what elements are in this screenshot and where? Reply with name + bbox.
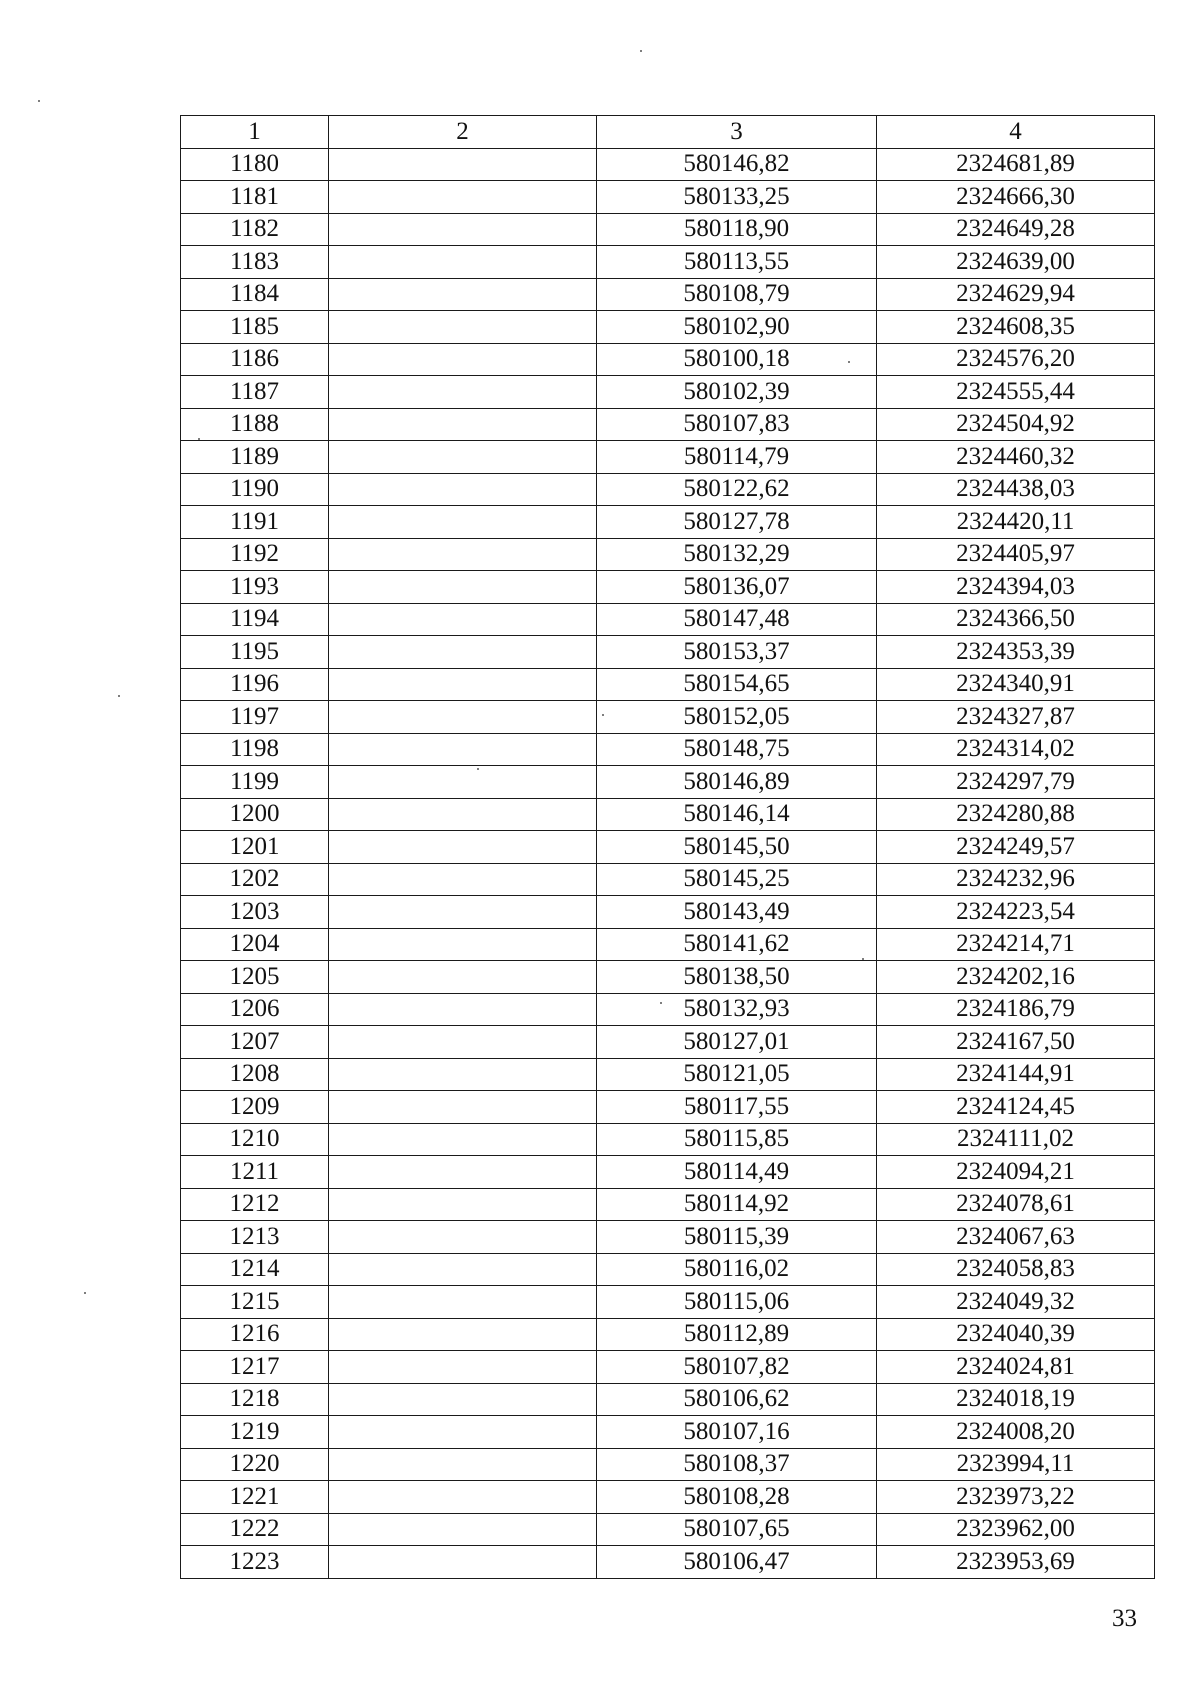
table-row <box>181 1383 1155 1416</box>
table-row <box>181 311 1155 344</box>
y-coordinate-cell: 2324214,71 <box>877 928 1155 961</box>
y-coordinate-cell: 2324018,19 <box>877 1383 1155 1416</box>
description-cell <box>329 1286 597 1319</box>
table-body <box>181 148 1155 1578</box>
y-coordinate-cell: 2324040,39 <box>877 1318 1155 1351</box>
table-row <box>181 668 1155 701</box>
point-number-cell: 1216 <box>181 1318 329 1351</box>
point-number-cell: 1191 <box>181 506 329 539</box>
table-row <box>181 1091 1155 1124</box>
y-coordinate-cell: 2324420,11 <box>877 506 1155 539</box>
point-number-cell: 1215 <box>181 1286 329 1319</box>
x-coordinate-cell: 580133,25 <box>597 181 877 214</box>
description-cell <box>329 1253 597 1286</box>
table-row <box>181 213 1155 246</box>
x-coordinate-cell: 580154,65 <box>597 668 877 701</box>
table-row <box>181 1221 1155 1254</box>
point-number-cell: 1223 <box>181 1546 329 1579</box>
table-row <box>181 181 1155 214</box>
x-coordinate-cell: 580146,82 <box>597 148 877 181</box>
x-coordinate-cell: 580108,28 <box>597 1481 877 1514</box>
y-coordinate-cell: 2324504,92 <box>877 408 1155 441</box>
y-coordinate-cell: 2324460,32 <box>877 441 1155 474</box>
table-row <box>181 343 1155 376</box>
point-number-cell: 1201 <box>181 831 329 864</box>
table-header-row <box>181 116 1155 149</box>
point-number-cell: 1195 <box>181 636 329 669</box>
y-coordinate-cell: 2324067,63 <box>877 1221 1155 1254</box>
column-header-3: 3 <box>597 116 877 149</box>
description-cell <box>329 603 597 636</box>
point-number-cell: 1198 <box>181 733 329 766</box>
point-number-cell: 1180 <box>181 148 329 181</box>
table-row <box>181 863 1155 896</box>
y-coordinate-cell: 2324405,97 <box>877 538 1155 571</box>
description-cell <box>329 1058 597 1091</box>
description-cell <box>329 928 597 961</box>
x-coordinate-cell: 580132,93 <box>597 993 877 1026</box>
y-coordinate-cell: 2324202,16 <box>877 961 1155 994</box>
x-coordinate-cell: 580115,85 <box>597 1123 877 1156</box>
x-coordinate-cell: 580102,39 <box>597 376 877 409</box>
table-row <box>181 603 1155 636</box>
x-coordinate-cell: 580116,02 <box>597 1253 877 1286</box>
y-coordinate-cell: 2324314,02 <box>877 733 1155 766</box>
table-row <box>181 1286 1155 1319</box>
scan-speck <box>38 100 40 102</box>
point-number-cell: 1181 <box>181 181 329 214</box>
description-cell <box>329 1156 597 1189</box>
point-number-cell: 1184 <box>181 278 329 311</box>
table-row <box>181 1253 1155 1286</box>
x-coordinate-cell: 580102,90 <box>597 311 877 344</box>
column-header-1: 1 <box>181 116 329 149</box>
point-number-cell: 1183 <box>181 246 329 279</box>
y-coordinate-cell: 2324608,35 <box>877 311 1155 344</box>
point-number-cell: 1213 <box>181 1221 329 1254</box>
y-coordinate-cell: 2324649,28 <box>877 213 1155 246</box>
description-cell <box>329 1318 597 1351</box>
description-cell <box>329 733 597 766</box>
description-cell <box>329 1416 597 1449</box>
table-row <box>181 766 1155 799</box>
description-cell <box>329 1481 597 1514</box>
x-coordinate-cell: 580146,89 <box>597 766 877 799</box>
point-number-cell: 1182 <box>181 213 329 246</box>
point-number-cell: 1200 <box>181 798 329 831</box>
x-coordinate-cell: 580115,06 <box>597 1286 877 1319</box>
x-coordinate-cell: 580118,90 <box>597 213 877 246</box>
description-cell <box>329 1123 597 1156</box>
table-row <box>181 831 1155 864</box>
point-number-cell: 1220 <box>181 1448 329 1481</box>
point-number-cell: 1199 <box>181 766 329 799</box>
scan-speck <box>118 695 120 697</box>
x-coordinate-cell: 580143,49 <box>597 896 877 929</box>
description-cell <box>329 181 597 214</box>
table-row <box>181 1058 1155 1091</box>
y-coordinate-cell: 2324327,87 <box>877 701 1155 734</box>
table-row <box>181 896 1155 929</box>
y-coordinate-cell: 2323953,69 <box>877 1546 1155 1579</box>
point-number-cell: 1196 <box>181 668 329 701</box>
table-row <box>181 1026 1155 1059</box>
x-coordinate-cell: 580107,82 <box>597 1351 877 1384</box>
page-number: 33 <box>1112 1605 1137 1632</box>
y-coordinate-cell: 2324681,89 <box>877 148 1155 181</box>
y-coordinate-cell: 2324666,30 <box>877 181 1155 214</box>
point-number-cell: 1219 <box>181 1416 329 1449</box>
point-number-cell: 1202 <box>181 863 329 896</box>
x-coordinate-cell: 580138,50 <box>597 961 877 994</box>
x-coordinate-cell: 580145,25 <box>597 863 877 896</box>
y-coordinate-cell: 2324008,20 <box>877 1416 1155 1449</box>
y-coordinate-cell: 2324353,39 <box>877 636 1155 669</box>
y-coordinate-cell: 2324049,32 <box>877 1286 1155 1319</box>
y-coordinate-cell: 2324366,50 <box>877 603 1155 636</box>
table-row <box>181 1546 1155 1579</box>
scan-speck <box>602 714 604 716</box>
point-number-cell: 1204 <box>181 928 329 961</box>
table-row <box>181 733 1155 766</box>
table-row <box>181 441 1155 474</box>
x-coordinate-cell: 580107,83 <box>597 408 877 441</box>
point-number-cell: 1207 <box>181 1026 329 1059</box>
x-coordinate-cell: 580108,79 <box>597 278 877 311</box>
table-row <box>181 961 1155 994</box>
x-coordinate-cell: 580132,29 <box>597 538 877 571</box>
description-cell <box>329 278 597 311</box>
point-number-cell: 1185 <box>181 311 329 344</box>
x-coordinate-cell: 580145,50 <box>597 831 877 864</box>
table-row <box>181 538 1155 571</box>
description-cell <box>329 1091 597 1124</box>
y-coordinate-cell: 2324111,02 <box>877 1123 1155 1156</box>
point-number-cell: 1206 <box>181 993 329 1026</box>
x-coordinate-cell: 580107,65 <box>597 1513 877 1546</box>
description-cell <box>329 571 597 604</box>
column-header-4: 4 <box>877 116 1155 149</box>
description-cell <box>329 441 597 474</box>
scan-speck <box>640 50 642 52</box>
y-coordinate-cell: 2324438,03 <box>877 473 1155 506</box>
table-row <box>181 278 1155 311</box>
x-coordinate-cell: 580106,47 <box>597 1546 877 1579</box>
point-number-cell: 1211 <box>181 1156 329 1189</box>
y-coordinate-cell: 2324576,20 <box>877 343 1155 376</box>
x-coordinate-cell: 580114,92 <box>597 1188 877 1221</box>
x-coordinate-cell: 580114,79 <box>597 441 877 474</box>
point-number-cell: 1188 <box>181 408 329 441</box>
description-cell <box>329 408 597 441</box>
description-cell <box>329 1546 597 1579</box>
point-number-cell: 1222 <box>181 1513 329 1546</box>
scan-speck <box>84 1292 86 1294</box>
table-row <box>181 473 1155 506</box>
x-coordinate-cell: 580146,14 <box>597 798 877 831</box>
y-coordinate-cell: 2324340,91 <box>877 668 1155 701</box>
point-number-cell: 1217 <box>181 1351 329 1384</box>
x-coordinate-cell: 580106,62 <box>597 1383 877 1416</box>
point-number-cell: 1192 <box>181 538 329 571</box>
x-coordinate-cell: 580107,16 <box>597 1416 877 1449</box>
point-number-cell: 1194 <box>181 603 329 636</box>
description-cell <box>329 506 597 539</box>
description-cell <box>329 213 597 246</box>
description-cell <box>329 538 597 571</box>
table-row <box>181 993 1155 1026</box>
description-cell <box>329 148 597 181</box>
description-cell <box>329 766 597 799</box>
y-coordinate-cell: 2324078,61 <box>877 1188 1155 1221</box>
x-coordinate-cell: 580147,48 <box>597 603 877 636</box>
description-cell <box>329 1513 597 1546</box>
description-cell <box>329 798 597 831</box>
x-coordinate-cell: 580112,89 <box>597 1318 877 1351</box>
y-coordinate-cell: 2324394,03 <box>877 571 1155 604</box>
point-number-cell: 1197 <box>181 701 329 734</box>
x-coordinate-cell: 580141,62 <box>597 928 877 961</box>
y-coordinate-cell: 2324555,44 <box>877 376 1155 409</box>
description-cell <box>329 668 597 701</box>
table-row <box>181 701 1155 734</box>
x-coordinate-cell: 580114,49 <box>597 1156 877 1189</box>
x-coordinate-cell: 580100,18 <box>597 343 877 376</box>
point-number-cell: 1203 <box>181 896 329 929</box>
description-cell <box>329 1383 597 1416</box>
description-cell <box>329 376 597 409</box>
description-cell <box>329 636 597 669</box>
y-coordinate-cell: 2324249,57 <box>877 831 1155 864</box>
y-coordinate-cell: 2324280,88 <box>877 798 1155 831</box>
table-row <box>181 1156 1155 1189</box>
description-cell <box>329 1026 597 1059</box>
table-row <box>181 1416 1155 1449</box>
description-cell <box>329 473 597 506</box>
point-number-cell: 1212 <box>181 1188 329 1221</box>
table-row <box>181 1481 1155 1514</box>
description-cell <box>329 343 597 376</box>
column-header-2: 2 <box>329 116 597 149</box>
scan-speck <box>660 1002 662 1004</box>
table-row <box>181 1351 1155 1384</box>
description-cell <box>329 896 597 929</box>
table-row <box>181 1188 1155 1221</box>
table-row <box>181 148 1155 181</box>
y-coordinate-cell: 2323994,11 <box>877 1448 1155 1481</box>
point-number-cell: 1218 <box>181 1383 329 1416</box>
x-coordinate-cell: 580117,55 <box>597 1091 877 1124</box>
point-number-cell: 1208 <box>181 1058 329 1091</box>
table-row <box>181 408 1155 441</box>
table-row <box>181 1448 1155 1481</box>
y-coordinate-cell: 2324186,79 <box>877 993 1155 1026</box>
y-coordinate-cell: 2324232,96 <box>877 863 1155 896</box>
x-coordinate-cell: 580136,07 <box>597 571 877 604</box>
description-cell <box>329 701 597 734</box>
point-number-cell: 1205 <box>181 961 329 994</box>
point-number-cell: 1193 <box>181 571 329 604</box>
y-coordinate-cell: 2324144,91 <box>877 1058 1155 1091</box>
table-row <box>181 1513 1155 1546</box>
description-cell <box>329 961 597 994</box>
scan-speck <box>848 361 850 363</box>
x-coordinate-cell: 580122,62 <box>597 473 877 506</box>
point-number-cell: 1210 <box>181 1123 329 1156</box>
point-number-cell: 1214 <box>181 1253 329 1286</box>
point-number-cell: 1189 <box>181 441 329 474</box>
description-cell <box>329 993 597 1026</box>
y-coordinate-cell: 2324223,54 <box>877 896 1155 929</box>
scan-speck <box>477 768 479 770</box>
scan-speck <box>862 958 864 960</box>
point-number-cell: 1187 <box>181 376 329 409</box>
y-coordinate-cell: 2324094,21 <box>877 1156 1155 1189</box>
y-coordinate-cell: 2324024,81 <box>877 1351 1155 1384</box>
table-row <box>181 246 1155 279</box>
table-row <box>181 1123 1155 1156</box>
y-coordinate-cell: 2324167,50 <box>877 1026 1155 1059</box>
y-coordinate-cell: 2324297,79 <box>877 766 1155 799</box>
x-coordinate-cell: 580121,05 <box>597 1058 877 1091</box>
x-coordinate-cell: 580127,78 <box>597 506 877 539</box>
table-row <box>181 636 1155 669</box>
scan-speck <box>198 438 200 440</box>
point-number-cell: 1190 <box>181 473 329 506</box>
description-cell <box>329 311 597 344</box>
table-row <box>181 1318 1155 1351</box>
y-coordinate-cell: 2324058,83 <box>877 1253 1155 1286</box>
table-row <box>181 571 1155 604</box>
table-row <box>181 506 1155 539</box>
y-coordinate-cell: 2324639,00 <box>877 246 1155 279</box>
description-cell <box>329 1448 597 1481</box>
x-coordinate-cell: 580153,37 <box>597 636 877 669</box>
table-row <box>181 798 1155 831</box>
coordinates-table <box>180 115 1155 1579</box>
x-coordinate-cell: 580148,75 <box>597 733 877 766</box>
table-row <box>181 928 1155 961</box>
y-coordinate-cell: 2323962,00 <box>877 1513 1155 1546</box>
y-coordinate-cell: 2323973,22 <box>877 1481 1155 1514</box>
x-coordinate-cell: 580115,39 <box>597 1221 877 1254</box>
description-cell <box>329 863 597 896</box>
description-cell <box>329 1221 597 1254</box>
point-number-cell: 1186 <box>181 343 329 376</box>
x-coordinate-cell: 580113,55 <box>597 246 877 279</box>
description-cell <box>329 246 597 279</box>
y-coordinate-cell: 2324629,94 <box>877 278 1155 311</box>
point-number-cell: 1221 <box>181 1481 329 1514</box>
description-cell <box>329 1351 597 1384</box>
table-row <box>181 376 1155 409</box>
description-cell <box>329 831 597 864</box>
x-coordinate-cell: 580108,37 <box>597 1448 877 1481</box>
point-number-cell: 1209 <box>181 1091 329 1124</box>
description-cell <box>329 1188 597 1221</box>
x-coordinate-cell: 580127,01 <box>597 1026 877 1059</box>
y-coordinate-cell: 2324124,45 <box>877 1091 1155 1124</box>
x-coordinate-cell: 580152,05 <box>597 701 877 734</box>
